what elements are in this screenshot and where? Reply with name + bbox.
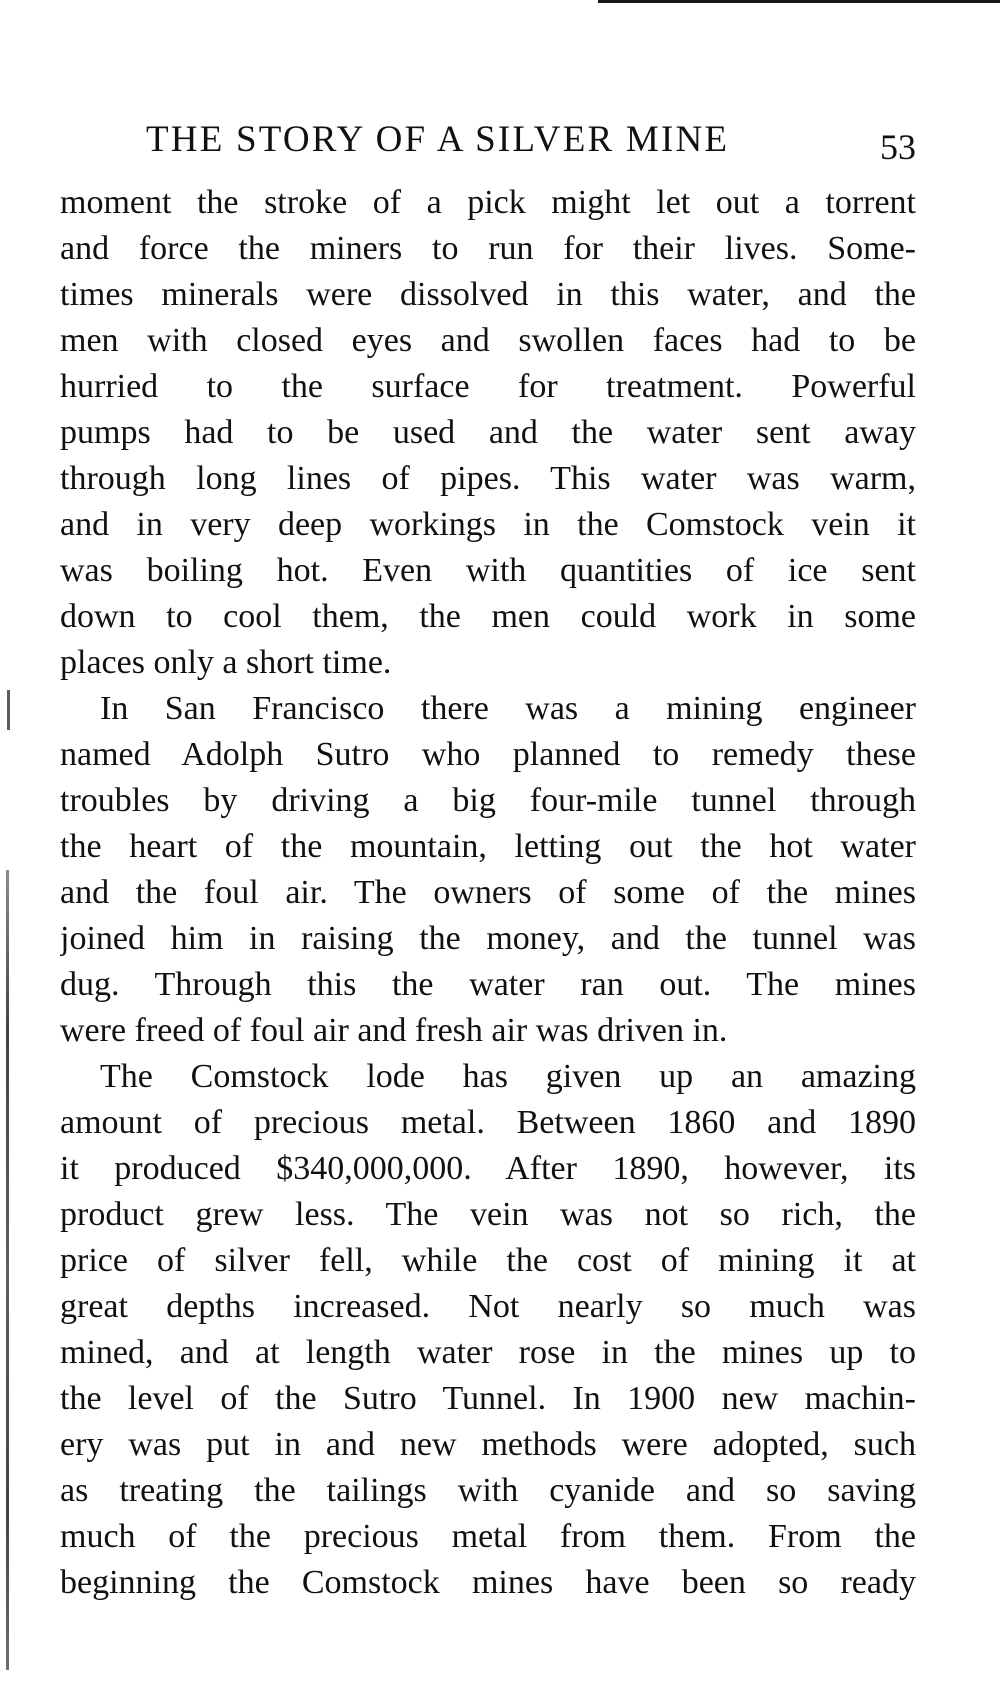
body-text bbox=[60, 180, 916, 1606]
top-rule bbox=[598, 0, 1000, 3]
text-line: amount of precious metal. Between 1860 and 1890 bbox=[60, 1104, 916, 1141]
text-line: joined him in raising the money, and the tunnel was bbox=[60, 920, 916, 957]
text-line: much of the precious metal from them. From the bbox=[60, 1518, 916, 1555]
text-line: and force the miners to run for their lives. Some- bbox=[60, 230, 916, 267]
text-line: men with closed eyes and swollen faces had to be bbox=[60, 322, 916, 359]
text-line: price of silver fell, while the cost of mining it at bbox=[60, 1242, 916, 1279]
binding-edge bbox=[6, 870, 9, 1670]
text-line: product grew less. The vein was not so rich, the bbox=[60, 1196, 916, 1233]
text-line: was boiling hot. Even with quantities of ice sent bbox=[60, 552, 916, 589]
text-line: as treating the tailings with cyanide and so saving bbox=[60, 1472, 916, 1509]
paragraph-start-line: In San Francisco there was a mining engineer bbox=[100, 690, 916, 727]
page-number: 53 bbox=[880, 127, 916, 167]
running-head bbox=[60, 112, 916, 172]
text-line: ery was put in and new methods were adopted, such bbox=[60, 1426, 916, 1463]
text-line: the heart of the mountain, letting out the hot water bbox=[60, 828, 916, 865]
text-line: hurried to the surface for treatment. Powerful bbox=[60, 368, 916, 405]
text-line: the level of the Sutro Tunnel. In 1900 new machin- bbox=[60, 1380, 916, 1417]
paragraph-end-line: places only a short time. bbox=[60, 644, 392, 681]
text-line: through long lines of pipes. This water was warm, bbox=[60, 460, 916, 497]
text-line: and in very deep workings in the Comstock vein it bbox=[60, 506, 916, 543]
paragraph-end-line: were freed of foul air and fresh air was driven in. bbox=[60, 1012, 728, 1049]
text-line: moment the stroke of a pick might let out a torrent bbox=[60, 184, 916, 221]
text-line: mined, and at length water rose in the mines up to bbox=[60, 1334, 916, 1371]
paragraph-start-line: The Comstock lode has given up an amazing bbox=[100, 1058, 916, 1095]
text-line: pumps had to be used and the water sent away bbox=[60, 414, 916, 451]
text-line: great depths increased. Not nearly so much was bbox=[60, 1288, 916, 1325]
text-line: times minerals were dissolved in this water, and the bbox=[60, 276, 916, 313]
text-line: named Adolph Sutro who planned to remedy these bbox=[60, 736, 916, 773]
text-line: beginning the Comstock mines have been so ready bbox=[60, 1564, 916, 1601]
text-line: it produced $340,000,000. After 1890, however, its bbox=[60, 1150, 916, 1187]
running-title: THE STORY OF A SILVER MINE bbox=[146, 119, 730, 160]
text-line: and the foul air. The owners of some of the mines bbox=[60, 874, 916, 911]
text-line: dug. Through this the water ran out. The mines bbox=[60, 966, 916, 1003]
text-line: down to cool them, the men could work in some bbox=[60, 598, 916, 635]
text-line: troubles by driving a big four-mile tunnel through bbox=[60, 782, 916, 819]
binding-mark bbox=[7, 690, 10, 730]
